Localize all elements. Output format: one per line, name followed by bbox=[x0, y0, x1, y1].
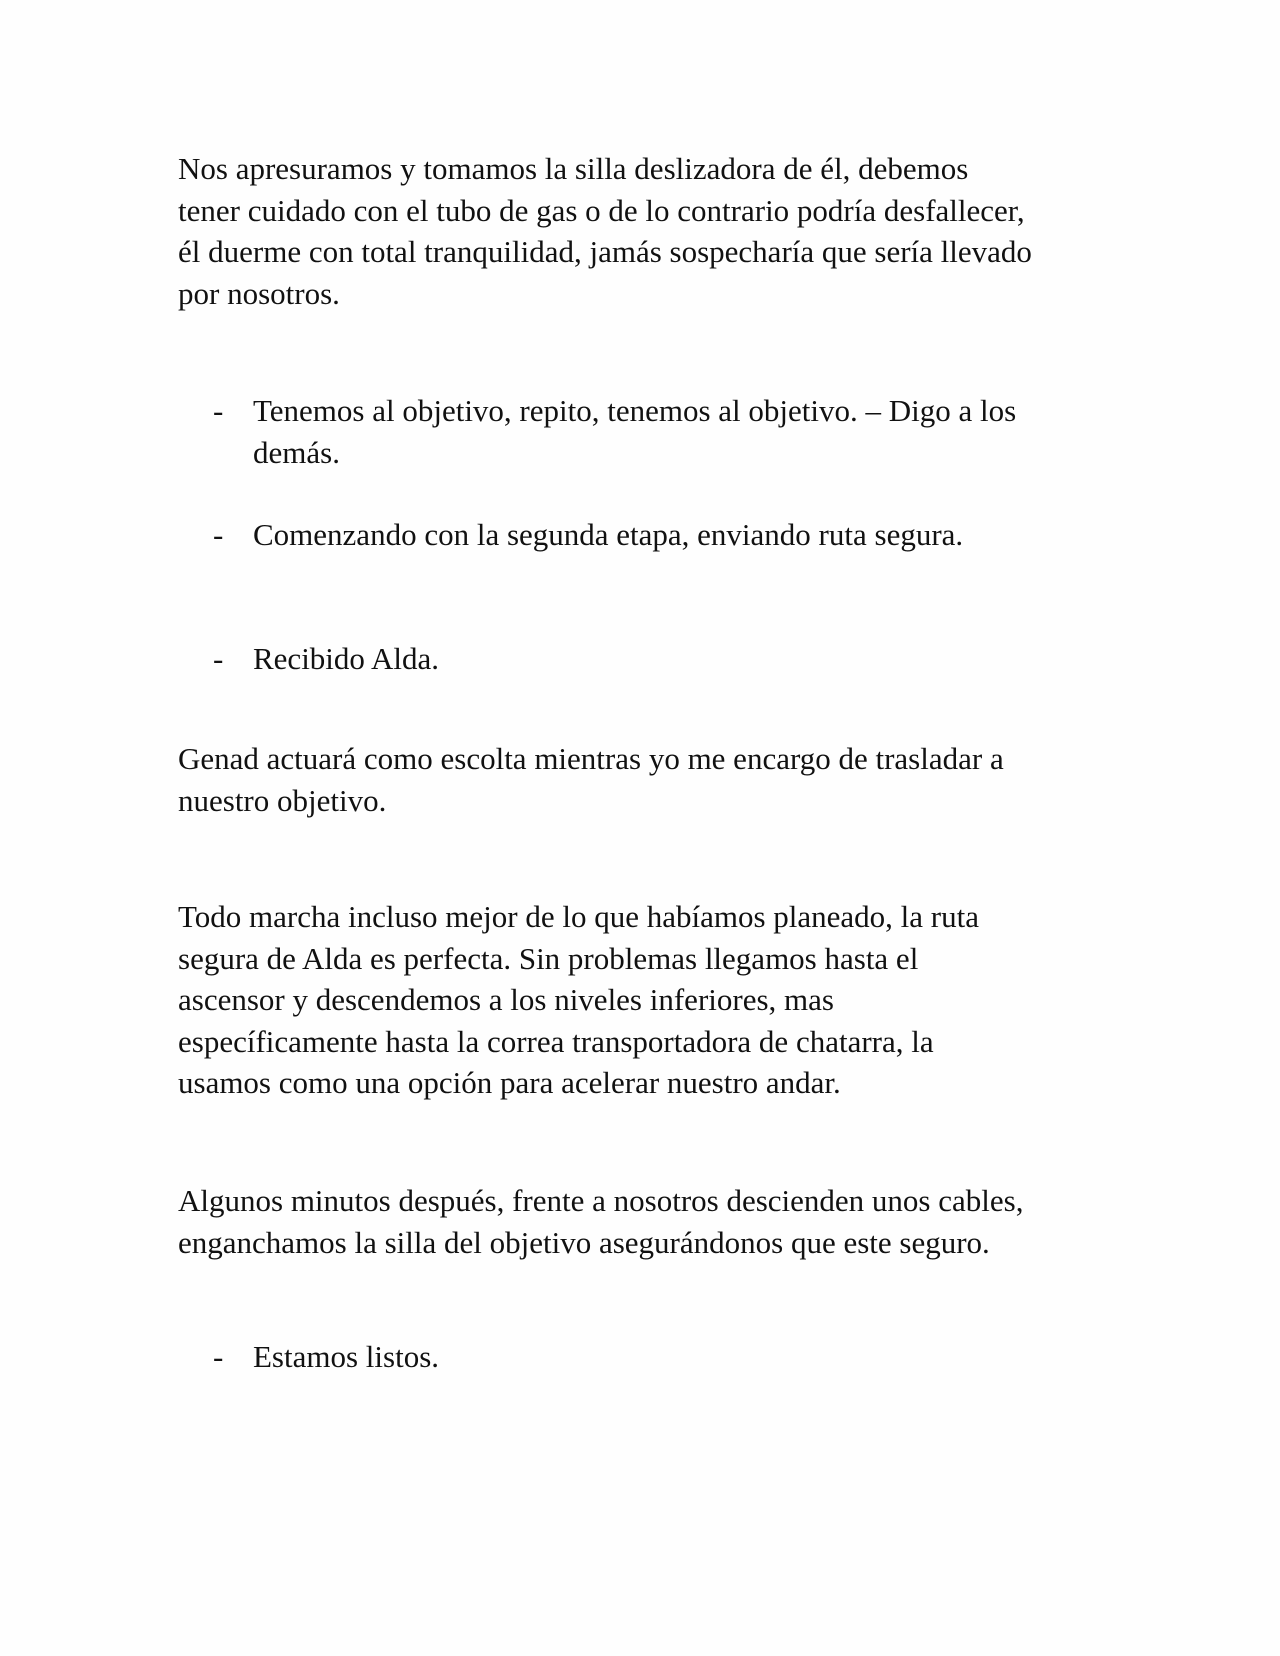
paragraph-line: enganchamos la silla del objetivo asegurándonos que este seguro. bbox=[178, 1224, 990, 1260]
paragraph-line: usamos como una opción para acelerar nuestro andar. bbox=[178, 1065, 841, 1100]
dialog-text: Comenzando con la segunda etapa, enviando ruta segura. bbox=[253, 517, 964, 552]
paragraph-line: segura de Alda es perfecta. Sin problemas llegamos hasta el bbox=[178, 940, 919, 976]
paragraph-1 bbox=[178, 148, 1138, 314]
dialog-dash: - bbox=[213, 517, 224, 552]
dialog-text: Estamos listos. bbox=[253, 1339, 440, 1374]
paragraph-2 bbox=[178, 738, 1138, 821]
dialog-line-1 bbox=[213, 390, 1113, 473]
dialog-line-2 bbox=[213, 514, 1113, 556]
paragraph-line: nuestro objetivo. bbox=[178, 782, 387, 818]
dialog-line-4 bbox=[213, 1336, 1113, 1378]
paragraph-line: Nos apresuramos y tomamos la silla deslizadora de él, debemos bbox=[178, 151, 969, 186]
paragraph-3 bbox=[178, 896, 1138, 1104]
dialog-text: Recibido Alda. bbox=[253, 641, 439, 676]
dialog-dash: - bbox=[213, 1339, 224, 1374]
paragraph-line: Genad actuará como escolta mientras yo me encargo de trasladar a bbox=[178, 741, 1004, 776]
paragraph-line: Algunos minutos después, frente a nosotros descienden unos cables, bbox=[178, 1183, 1024, 1218]
dialog-text: Tenemos al objetivo, repito, tenemos al objetivo. – Digo a los bbox=[253, 393, 1017, 428]
paragraph-line: por nosotros. bbox=[178, 275, 340, 311]
dialog-line-3 bbox=[213, 638, 1113, 680]
paragraph-4 bbox=[178, 1180, 1138, 1263]
paragraph-line: tener cuidado con el tubo de gas o de lo contrario podría desfallecer, bbox=[178, 192, 1025, 228]
dialog-dash: - bbox=[213, 393, 224, 428]
paragraph-line: ascensor y descendemos a los niveles inferiores, mas bbox=[178, 982, 834, 1017]
paragraph-line: Todo marcha incluso mejor de lo que habíamos planeado, la ruta bbox=[178, 899, 979, 934]
paragraph-line: él duerme con total tranquilidad, jamás sospecharía que sería llevado bbox=[178, 234, 1032, 269]
paragraph-line: específicamente hasta la correa transportadora de chatarra, la bbox=[178, 1023, 934, 1059]
dialog-dash: - bbox=[213, 641, 224, 676]
dialog-text: demás. bbox=[253, 434, 340, 470]
